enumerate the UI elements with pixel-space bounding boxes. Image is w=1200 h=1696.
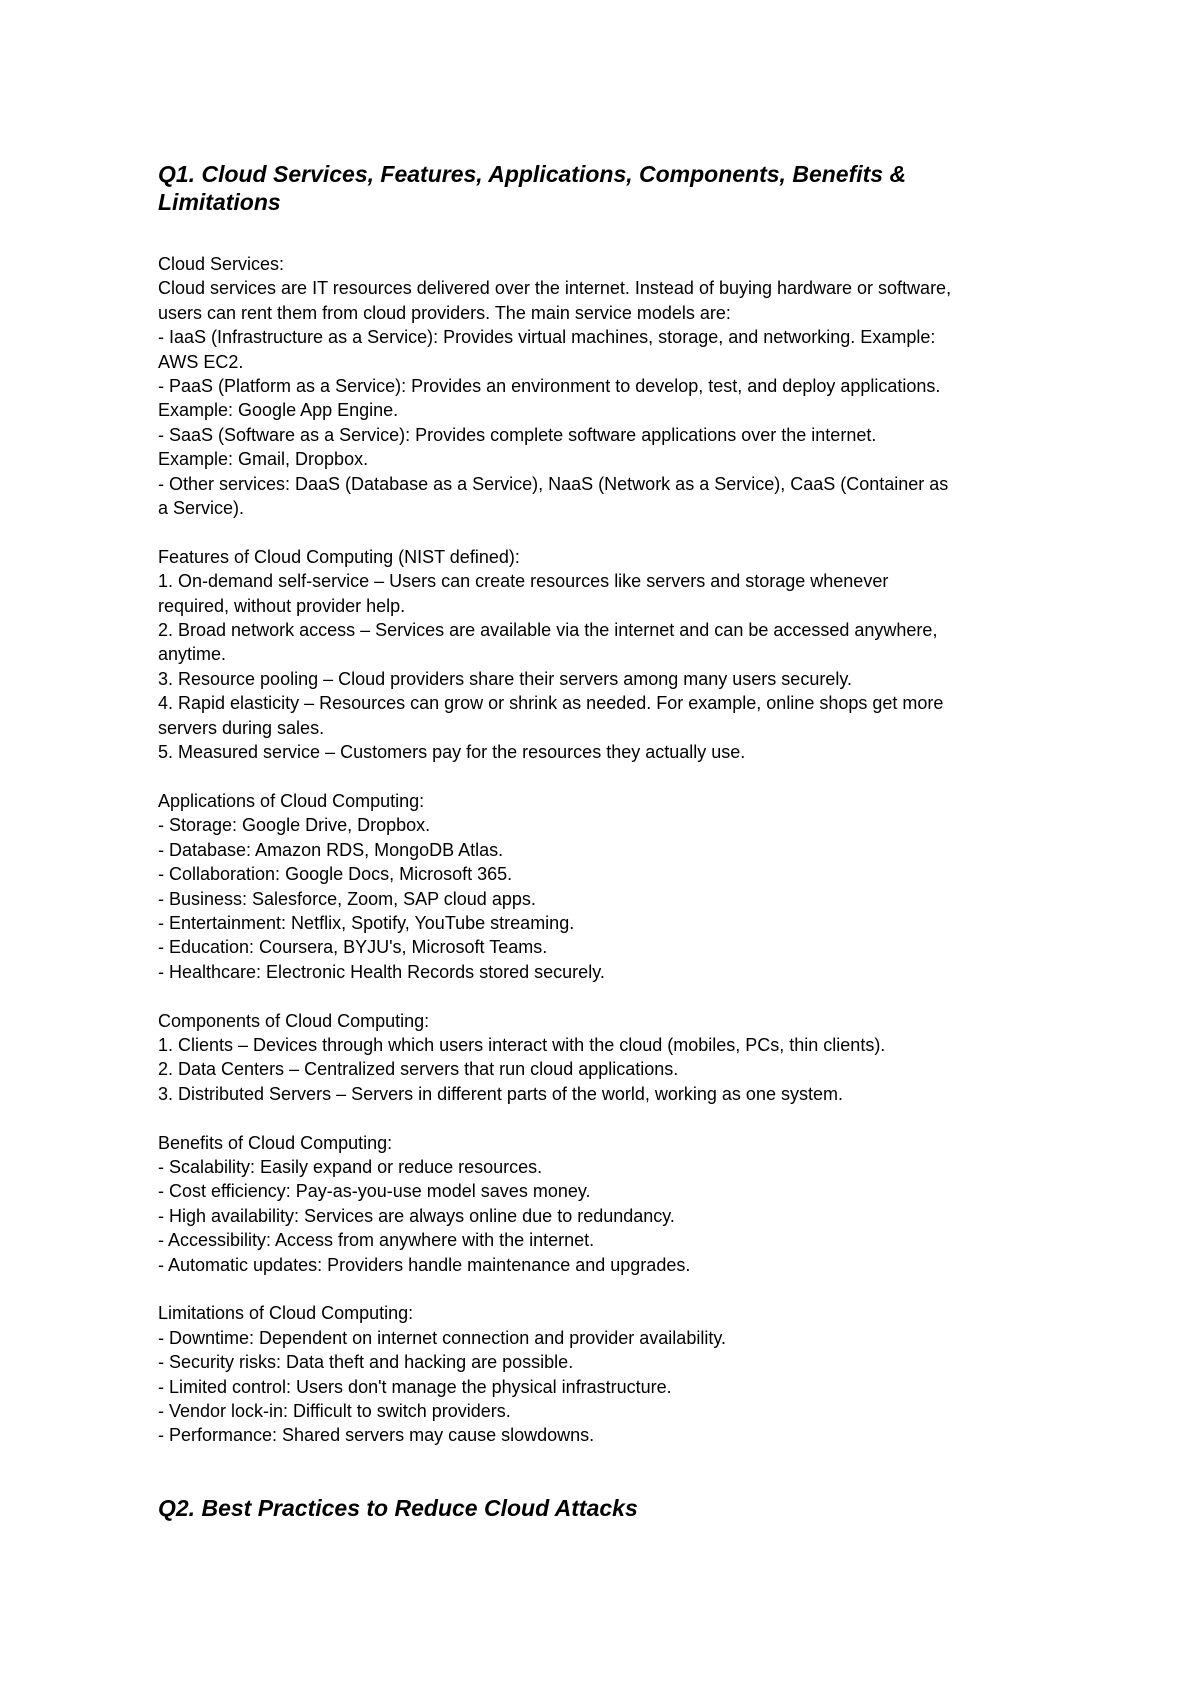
list-item: Example: Google App Engine.	[158, 400, 399, 421]
list-item: 2. Broad network access – Services are available via the internet and can be accessed anywhere,	[158, 620, 938, 641]
list-item: 1. On-demand self-service – Users can create resources like servers and storage whenever	[158, 571, 889, 592]
features-section	[158, 545, 1058, 765]
list-item: 4. Rapid elasticity – Resources can grow or shrink as needed. For example, online shops get more	[158, 693, 944, 714]
section-heading: Limitations of Cloud Computing:	[158, 1303, 414, 1324]
paragraph-line: users can rent them from cloud providers. The main service models are:	[158, 302, 731, 323]
list-item: required, without provider help.	[158, 595, 406, 616]
q1-heading-line-1: Q1. Cloud Services, Features, Applications, Components, Benefits &	[158, 161, 907, 187]
list-item: - Automatic updates: Providers handle maintenance and upgrades.	[158, 1254, 691, 1275]
list-item: - Business: Salesforce, Zoom, SAP cloud apps.	[158, 888, 536, 909]
list-item: - Database: Amazon RDS, MongoDB Atlas.	[158, 839, 504, 860]
list-item: - Performance: Shared servers may cause slowdowns.	[158, 1425, 595, 1446]
list-item: - Scalability: Easily expand or reduce resources.	[158, 1156, 543, 1177]
section-spacer	[158, 1277, 1058, 1301]
list-item: Example: Gmail, Dropbox.	[158, 449, 369, 470]
applications-section	[158, 789, 1058, 984]
list-item: 5. Measured service – Customers pay for the resources they actually use.	[158, 742, 746, 763]
list-item: 3. Resource pooling – Cloud providers share their servers among many users securely.	[158, 668, 852, 689]
section-heading: Benefits of Cloud Computing:	[158, 1132, 393, 1153]
list-item: anytime.	[158, 644, 227, 665]
q2-heading: Q2. Best Practices to Reduce Cloud Attacks	[158, 1495, 638, 1521]
list-item: - Security risks: Data theft and hacking are possible.	[158, 1352, 574, 1373]
list-item: a Service).	[158, 498, 245, 519]
list-item: 2. Data Centers – Centralized servers that run cloud applications.	[158, 1059, 679, 1080]
benefits-section	[158, 1131, 1058, 1277]
section-heading: Applications of Cloud Computing:	[158, 790, 425, 811]
list-item: - IaaS (Infrastructure as a Service): Provides virtual machines, storage, and networking. Example:	[158, 327, 936, 348]
list-item: AWS EC2.	[158, 351, 244, 372]
list-item: - Collaboration: Google Docs, Microsoft 365.	[158, 864, 513, 885]
list-item: - Storage: Google Drive, Dropbox.	[158, 815, 431, 836]
q1-body	[158, 252, 1058, 1448]
paragraph-line: Cloud services are IT resources delivered over the internet. Instead of buying hardware or software,	[158, 278, 952, 299]
list-item: - Cost efficiency: Pay-as-you-use model saves money.	[158, 1181, 591, 1202]
limitations-section	[158, 1301, 1058, 1447]
section-spacer	[158, 520, 1058, 544]
q1-heading-line-2: Limitations	[158, 189, 281, 215]
list-item: - Limited control: Users don't manage the physical infrastructure.	[158, 1376, 672, 1397]
section-spacer	[158, 984, 1058, 1008]
cloud-services-section	[158, 252, 1058, 520]
section-heading: Features of Cloud Computing (NIST defined):	[158, 546, 520, 567]
list-item: - Education: Coursera, BYJU's, Microsoft Teams.	[158, 937, 548, 958]
section-spacer	[158, 765, 1058, 789]
list-item: - SaaS (Software as a Service): Provides complete software applications over the internet.	[158, 424, 877, 445]
list-item: - High availability: Services are always online due to redundancy.	[158, 1205, 675, 1226]
list-item: - Entertainment: Netflix, Spotify, YouTube streaming.	[158, 912, 575, 933]
q1-heading	[158, 160, 1058, 216]
list-item: - Healthcare: Electronic Health Records stored securely.	[158, 961, 605, 982]
list-item: 1. Clients – Devices through which users interact with the cloud (mobiles, PCs, thin clients).	[158, 1034, 886, 1055]
section-heading: Components of Cloud Computing:	[158, 1010, 430, 1031]
list-item: 3. Distributed Servers – Servers in different parts of the world, working as one system.	[158, 1083, 843, 1104]
section-spacer	[158, 1106, 1058, 1130]
list-item: - Other services: DaaS (Database as a Service), NaaS (Network as a Service), CaaS (Container as	[158, 473, 949, 494]
list-item: - Downtime: Dependent on internet connection and provider availability.	[158, 1327, 726, 1348]
list-item: - Vendor lock-in: Difficult to switch providers.	[158, 1401, 511, 1422]
section-heading: Cloud Services:	[158, 254, 285, 274]
list-item: servers during sales.	[158, 717, 325, 738]
components-section	[158, 1009, 1058, 1107]
list-item: - Accessibility: Access from anywhere with the internet.	[158, 1230, 595, 1251]
list-item: - PaaS (Platform as a Service): Provides an environment to develop, test, and deploy applications.	[158, 376, 941, 397]
